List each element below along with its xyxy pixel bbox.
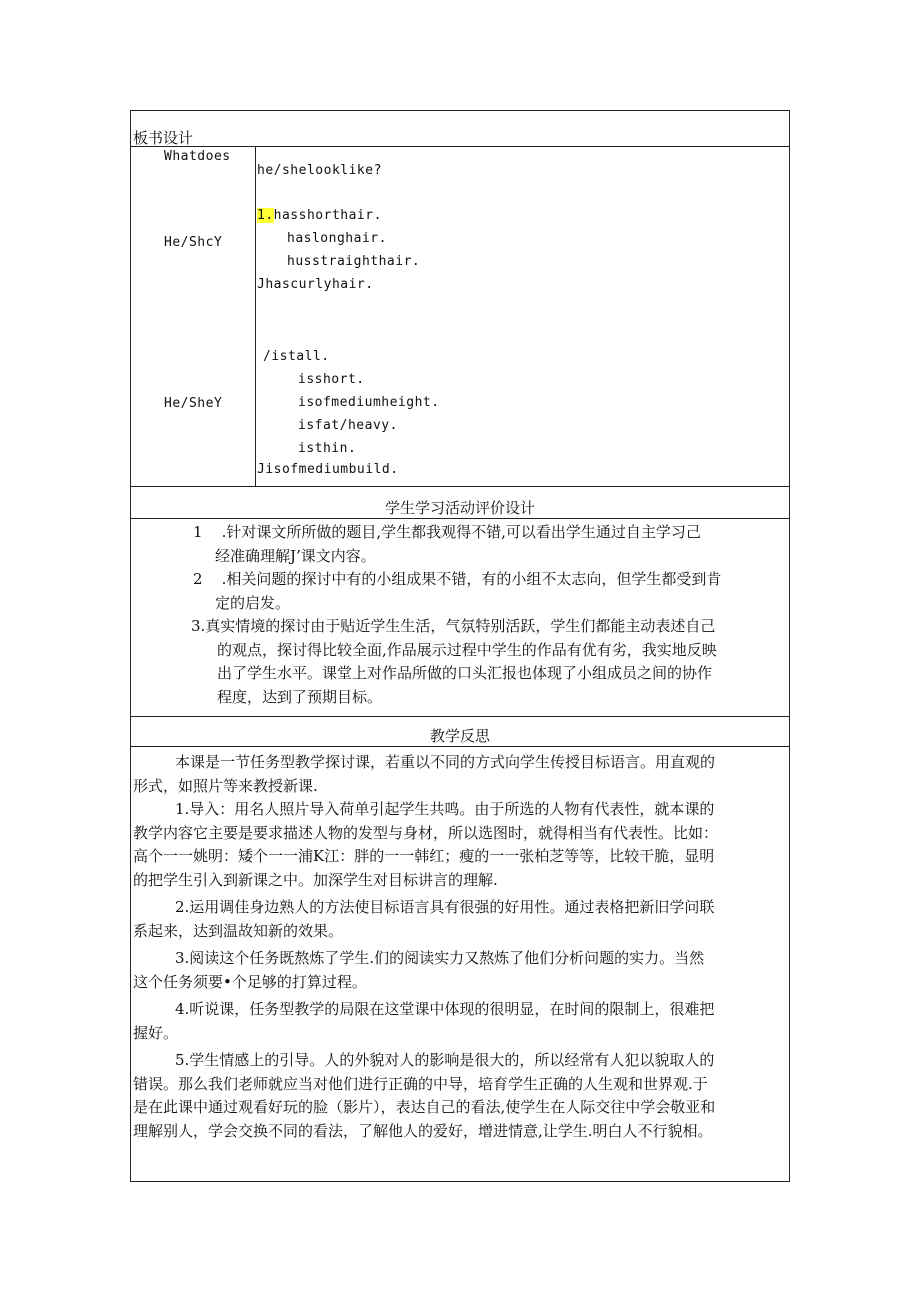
divider	[131, 518, 789, 519]
body-line-2: isshort.	[298, 372, 365, 387]
body-line-1: /istall.	[263, 349, 330, 364]
hair-line-3: husstraighthair.	[287, 254, 421, 269]
body-subject: He/SheY	[164, 396, 223, 411]
question-left: Whatdoes	[164, 149, 231, 164]
evaluation-list	[193, 521, 787, 709]
column-divider	[255, 146, 256, 486]
evaluation-item-2: 2 .相关问题的探讨中有的小组成果不错，有的小组不太志向，但学生都受到肯 定的启发。	[193, 570, 722, 612]
reflection-paragraph: 本课是一节任务型教学探讨课，若重以不同的方式向学生传授目标语言。用直观的 形式，如照片等来教授新课.	[133, 753, 716, 795]
reflection-title: 教学反思	[429, 727, 490, 745]
evaluation-item-1: 1 .针对课文所所做的题目,学生都我观得不错,可以看出学生通过自主学习己 经准确理解J’课文内容。	[193, 523, 701, 565]
hair-line-4: Jhascurlyhair.	[257, 277, 374, 292]
body-line-4: isfat/heavy.	[298, 418, 398, 433]
body-line-5: isthin.	[298, 441, 357, 456]
divider	[131, 146, 789, 147]
lesson-document	[130, 110, 790, 1182]
evaluation-title: 学生学习活动评价设计	[384, 499, 535, 517]
reflection-paragraph: 4.听说课，任务型教学的局限在这堂课中体现的很明显，在时间的限制上，很难把 握好。	[133, 1000, 715, 1042]
reflection-paragraph: 1.导入：用名人照片导入荷单引起学生共鸣。由于所选的人物有代表性，就本课的 教学内容它主要是要求描述人物的发型与身材，所以选图时，就得相当有代表性。比如： 高个一一姚明：矮个一一浦K江：胖的一一韩红；瘦的一一张柏芝等等，比较干脆，显明 的把学生引入到新课之中。加深学生对目标讲言的理解.	[133, 800, 719, 889]
hair-line-2: haslonghair.	[287, 231, 387, 246]
hair-subject: He/ShcY	[164, 235, 223, 250]
reflection-paragraph: 2.运用调佳身边熟人的方法使目标语言具有很强的好用性。通过表格把新旧学问联 系起来，达到温故知新的效果。	[133, 898, 715, 940]
hair-number-highlight: 1.	[257, 208, 274, 223]
divider	[131, 746, 789, 747]
divider	[131, 716, 789, 717]
board-design-title: 板书设计	[133, 129, 194, 147]
reflection-body	[133, 751, 787, 1143]
divider	[131, 486, 789, 487]
body-line-6: Jisofmediumbuild.	[257, 462, 399, 477]
hair-line-1: 1.hasshorthair.	[257, 208, 382, 223]
question-right: he/shelooklike?	[257, 163, 382, 178]
reflection-paragraph: 3.阅读这个任务既熬炼了学生.们的阅读实力又熬炼了他们分析问题的实力。当然 这个任务须要•个足够的打算过程。	[133, 949, 705, 991]
evaluation-item-3: 3.真实情境的探讨由于贴近学生生活，气氛特别活跃，学生们都能主动表述自己 的观点，探讨得比较全面,作品展示过程中学生的作品有优有劣，我实地反映 出了学生水平。课堂上对作品所做的口头汇报也体现了小组成员之间的协作 程度，达到了预期目标。	[191, 617, 717, 706]
reflection-paragraph: 5.学生情感上的引导。人的外貌对人的影响是很大的，所以经常有人犯以貌取人的 错误。那么我们老师就应当对他们进行正确的中导，培育学生正确的人生观和世界观.于 是在此课中通过观看好玩的脸（影片），表达自己的看法,使学生在人际交往中学会敬亚和 理解别人，学会交换不同的看法，了解他人的爱好，增进情意,让学生.明白人不行貌相。	[133, 1051, 716, 1140]
body-line-3: isofmediumheight.	[298, 395, 440, 410]
